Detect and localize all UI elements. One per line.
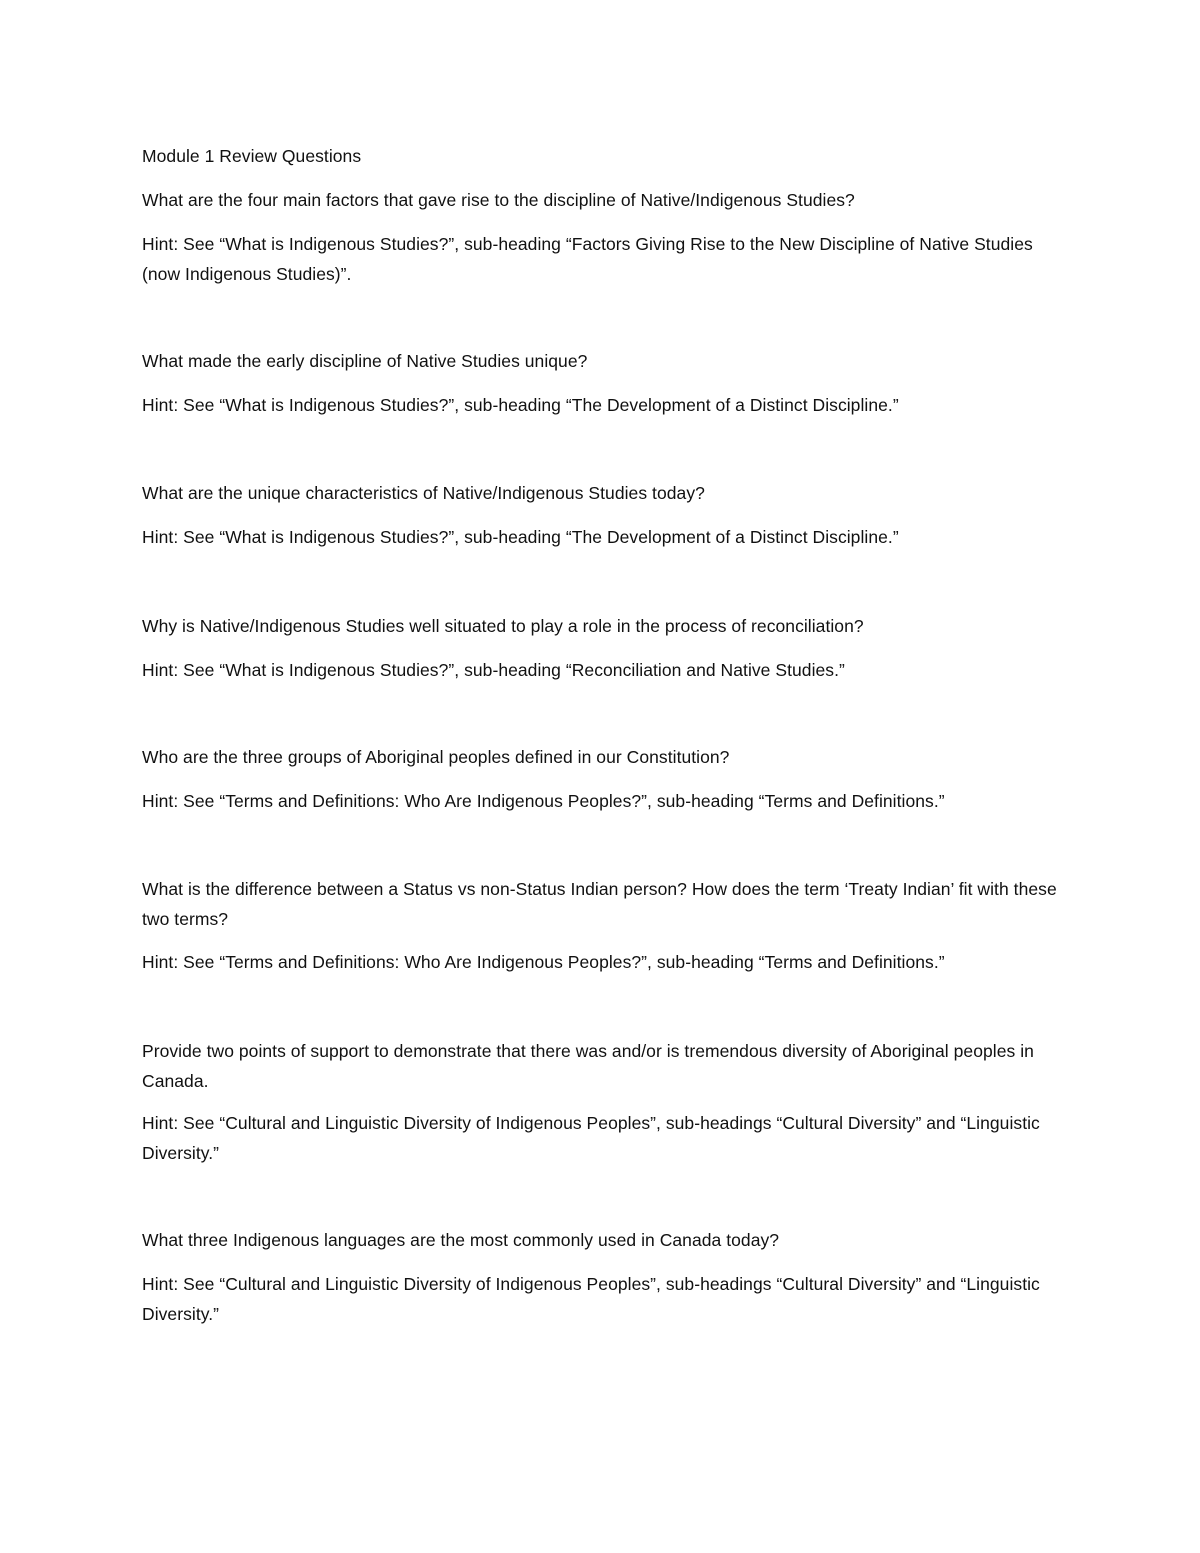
question-3: What are the unique characteristics of Native/Indigenous Studies today? bbox=[142, 483, 705, 503]
hint-3: Hint: See “What is Indigenous Studies?”, sub-heading “The Development of a Distinct Discipline.” bbox=[142, 527, 899, 547]
question-4: Why is Native/Indigenous Studies well situated to play a role in the process of reconciliation? bbox=[142, 616, 864, 636]
hint-6: Hint: See “Terms and Definitions: Who Are Indigenous Peoples?”, sub-heading “Terms and Definitions.” bbox=[142, 952, 945, 972]
hint-7: Hint: See “Cultural and Linguistic Diversity of Indigenous Peoples”, sub-headings “Cultural Diversity” and “Linguistic Diversity.” bbox=[142, 1113, 1045, 1163]
hint-4: Hint: See “What is Indigenous Studies?”, sub-heading “Reconciliation and Native Studies.” bbox=[142, 660, 845, 680]
hint-8: Hint: See “Cultural and Linguistic Diversity of Indigenous Peoples”, sub-headings “Cultural Diversity” and “Linguistic Diversity.” bbox=[142, 1274, 1045, 1324]
hint-2: Hint: See “What is Indigenous Studies?”, sub-heading “The Development of a Distinct Discipline.” bbox=[142, 395, 899, 415]
document-title: Module 1 Review Questions bbox=[142, 146, 362, 166]
hint-5: Hint: See “Terms and Definitions: Who Are Indigenous Peoples?”, sub-heading “Terms and Definitions.” bbox=[142, 791, 945, 811]
question-6: What is the difference between a Status vs non-Status Indian person? How does the term ‘Treaty Indian’ fit with these two terms? bbox=[142, 879, 1062, 929]
hint-1: Hint: See “What is Indigenous Studies?”, sub-heading “Factors Giving Rise to the New Discipline of Native Studies (now Indigenous Studies)”. bbox=[142, 234, 1038, 284]
question-8: What three Indigenous languages are the most commonly used in Canada today? bbox=[142, 1230, 780, 1250]
question-7: Provide two points of support to demonstrate that there was and/or is tremendous diversity of Aboriginal peoples in Canada. bbox=[142, 1041, 1039, 1091]
question-1: What are the four main factors that gave rise to the discipline of Native/Indigenous Studies? bbox=[142, 190, 855, 210]
question-5: Who are the three groups of Aboriginal peoples defined in our Constitution? bbox=[142, 747, 730, 767]
question-2: What made the early discipline of Native Studies unique? bbox=[142, 351, 588, 371]
